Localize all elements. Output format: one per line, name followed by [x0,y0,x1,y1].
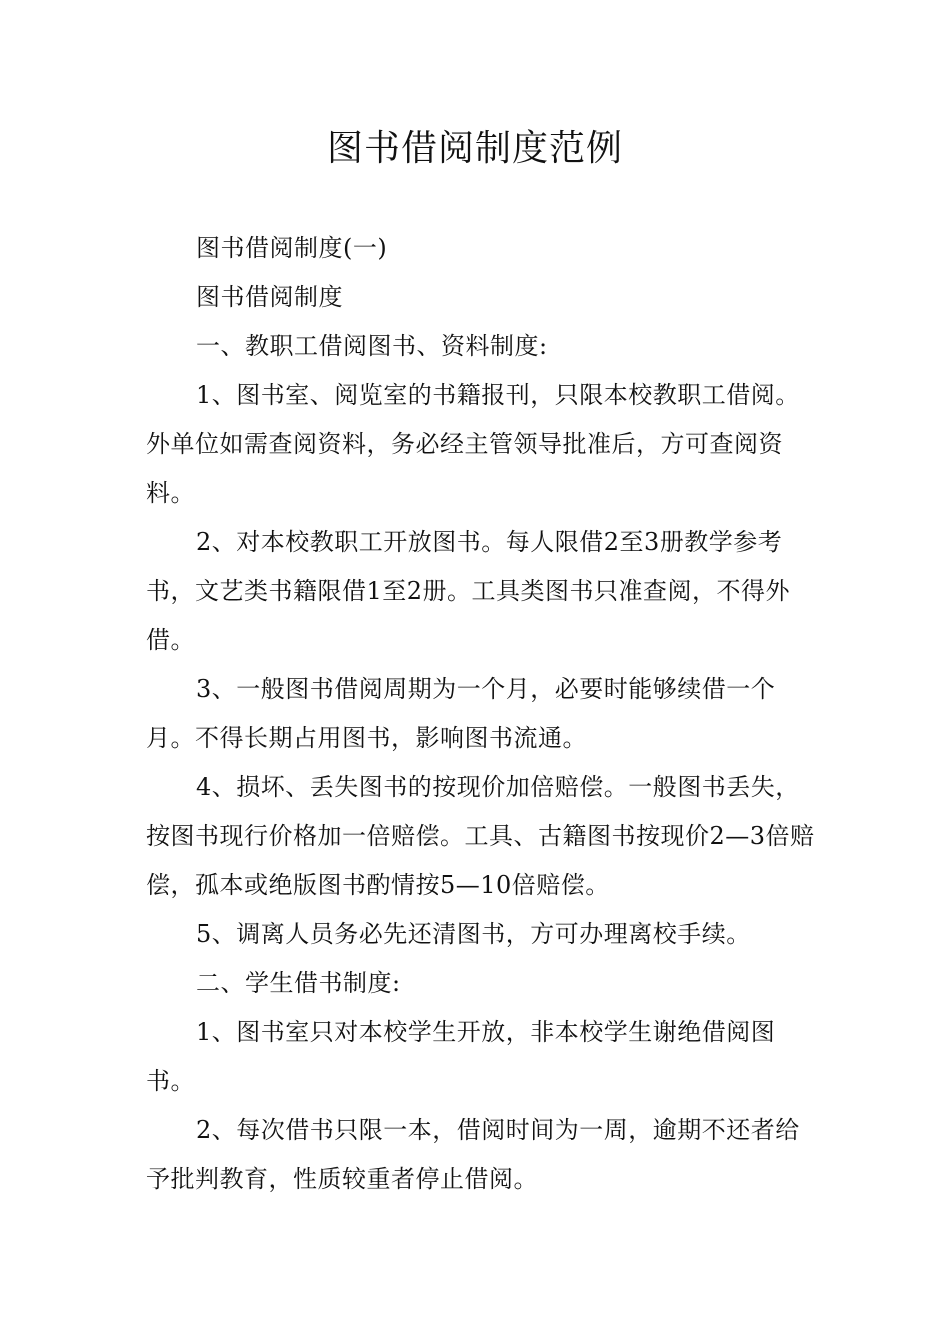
paragraph-staff-rules-heading: 一、教职工借阅图书、资料制度: [196,332,548,360]
paragraph-subheading: 图书借阅制度 [196,283,343,311]
paragraph-staff-rule-1: 1、图书室、阅览室的书籍报刊，只限本校教职工借阅。外单位如需查阅资料，务必经主管领导批准后，方可查阅资料。 [146,381,800,507]
paragraph-staff-rule-3: 3、一般图书借阅周期为一个月，必要时能够续借一个月。不得长期占用图书，影响图书流通。 [146,675,776,752]
paragraph-student-rules-heading: 二、学生借书制度: [196,969,401,997]
paragraph-student-rule-1: 1、图书室只对本校学生开放，非本校学生谢绝借阅图书。 [146,1018,776,1095]
paragraph-section-heading: 图书借阅制度(一) [196,234,388,262]
document-title: 图书借阅制度范例 [326,128,623,169]
document-body [146,224,816,1204]
paragraph-staff-rule-5: 5、调离人员务必先还清图书，方可办理离校手续。 [196,920,751,948]
paragraph-student-rule-2: 2、每次借书只限一本，借阅时间为一周，逾期不还者给予批判教育，性质较重者停止借阅。 [146,1116,800,1193]
paragraph-staff-rule-4: 4、损坏、丢失图书的按现价加倍赔偿。一般图书丢失，按图书现行价格加一倍赔偿。工具、古籍图书按现价2—3倍赔偿，孤本或绝版图书酌情按5—10倍赔偿。 [146,773,815,899]
paragraph-staff-rule-2: 2、对本校教职工开放图书。每人限借2至3册教学参考书，文艺类书籍限借1至2册。工具类图书只准查阅，不得外借。 [146,528,791,654]
